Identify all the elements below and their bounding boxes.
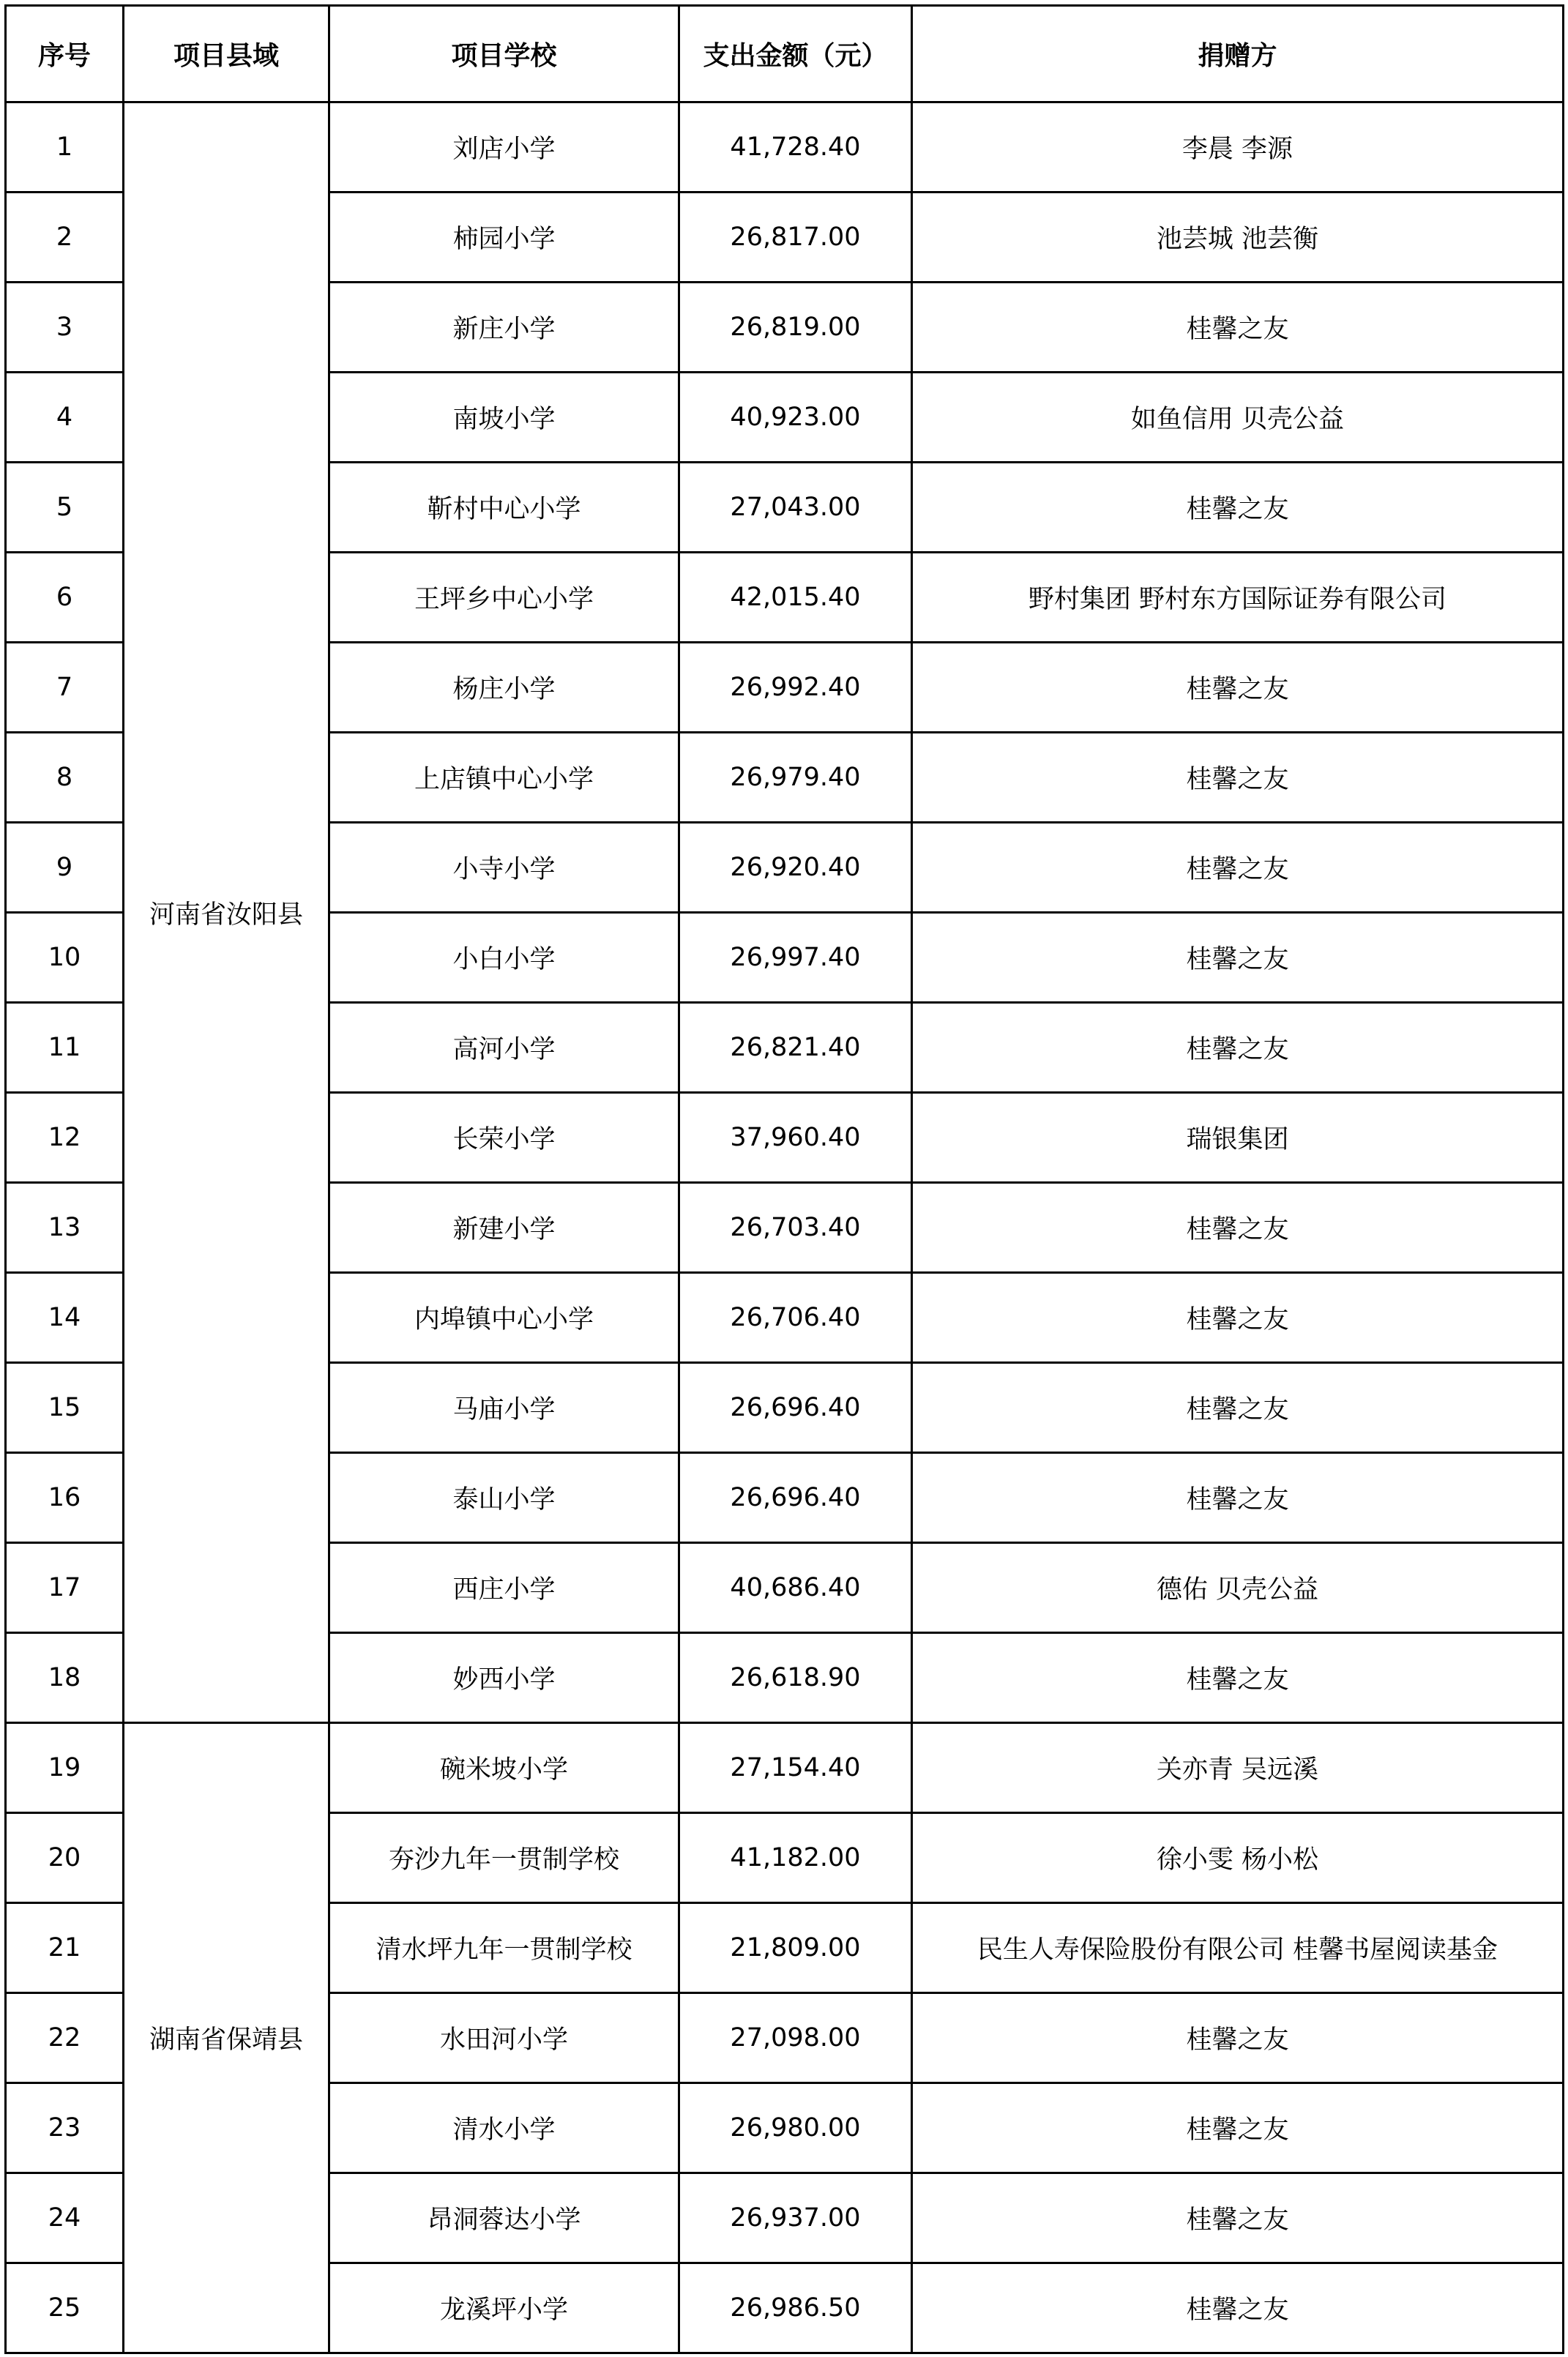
amount-value: 27,154.40 bbox=[679, 1723, 912, 1813]
amount-value: 26,920.40 bbox=[679, 823, 912, 913]
school-name: 靳村中心小学 bbox=[329, 463, 679, 553]
donor-name: 德佑 贝壳公益 bbox=[912, 1543, 1564, 1633]
row-number: 7 bbox=[6, 643, 124, 733]
school-name: 夯沙九年一贯制学校 bbox=[329, 1813, 679, 1903]
header-school: 项目学校 bbox=[329, 6, 679, 102]
school-name: 龙溪坪小学 bbox=[329, 2263, 679, 2353]
donor-name: 桂馨之友 bbox=[912, 913, 1564, 1003]
donor-name: 桂馨之友 bbox=[912, 823, 1564, 913]
row-number: 23 bbox=[6, 2083, 124, 2173]
school-name: 杨庄小学 bbox=[329, 643, 679, 733]
donor-name: 野村集团 野村东方国际证券有限公司 bbox=[912, 553, 1564, 643]
row-number: 2 bbox=[6, 193, 124, 283]
amount-value: 26,821.40 bbox=[679, 1003, 912, 1093]
school-name: 泰山小学 bbox=[329, 1453, 679, 1543]
donor-name: 桂馨之友 bbox=[912, 2083, 1564, 2173]
row-number: 3 bbox=[6, 283, 124, 373]
header-amount: 支出金额（元） bbox=[679, 6, 912, 102]
row-number: 4 bbox=[6, 373, 124, 463]
header-no: 序号 bbox=[6, 6, 124, 102]
row-number: 11 bbox=[6, 1003, 124, 1093]
school-name: 昂洞蓉达小学 bbox=[329, 2173, 679, 2263]
donor-name: 关亦青 吴远溪 bbox=[912, 1723, 1564, 1813]
header-row bbox=[6, 6, 1564, 102]
school-name: 小白小学 bbox=[329, 913, 679, 1003]
amount-value: 26,618.90 bbox=[679, 1633, 912, 1723]
row-number: 22 bbox=[6, 1993, 124, 2083]
donor-name: 池芸城 池芸衡 bbox=[912, 193, 1564, 283]
amount-value: 27,043.00 bbox=[679, 463, 912, 553]
table-container bbox=[4, 4, 1564, 2354]
amount-value: 41,182.00 bbox=[679, 1813, 912, 1903]
row-number: 20 bbox=[6, 1813, 124, 1903]
donor-name: 李晨 李源 bbox=[912, 102, 1564, 193]
header-donor: 捐赠方 bbox=[912, 6, 1564, 102]
donor-name: 桂馨之友 bbox=[912, 1363, 1564, 1453]
amount-value: 26,706.40 bbox=[679, 1273, 912, 1363]
donor-name: 桂馨之友 bbox=[912, 1633, 1564, 1723]
donor-name: 桂馨之友 bbox=[912, 2173, 1564, 2263]
amount-value: 37,960.40 bbox=[679, 1093, 912, 1183]
row-number: 25 bbox=[6, 2263, 124, 2353]
donor-name: 民生人寿保险股份有限公司 桂馨书屋阅读基金 bbox=[912, 1903, 1564, 1993]
amount-value: 41,728.40 bbox=[679, 102, 912, 193]
school-name: 清水小学 bbox=[329, 2083, 679, 2173]
school-name: 刘店小学 bbox=[329, 102, 679, 193]
donor-name: 桂馨之友 bbox=[912, 1453, 1564, 1543]
table-body bbox=[6, 102, 1564, 2353]
amount-value: 27,098.00 bbox=[679, 1993, 912, 2083]
donor-name: 桂馨之友 bbox=[912, 2263, 1564, 2353]
table-row bbox=[6, 1723, 1564, 1813]
row-number: 12 bbox=[6, 1093, 124, 1183]
school-name: 小寺小学 bbox=[329, 823, 679, 913]
donor-name: 徐小雯 杨小松 bbox=[912, 1813, 1564, 1903]
school-name: 马庙小学 bbox=[329, 1363, 679, 1453]
donor-name: 桂馨之友 bbox=[912, 1273, 1564, 1363]
row-number: 5 bbox=[6, 463, 124, 553]
amount-value: 26,980.00 bbox=[679, 2083, 912, 2173]
table-row bbox=[6, 102, 1564, 193]
amount-value: 26,696.40 bbox=[679, 1363, 912, 1453]
row-number: 16 bbox=[6, 1453, 124, 1543]
row-number: 14 bbox=[6, 1273, 124, 1363]
school-name: 王坪乡中心小学 bbox=[329, 553, 679, 643]
school-name: 柿园小学 bbox=[329, 193, 679, 283]
school-name: 西庄小学 bbox=[329, 1543, 679, 1633]
school-name: 南坡小学 bbox=[329, 373, 679, 463]
school-name: 新庄小学 bbox=[329, 283, 679, 373]
amount-value: 26,997.40 bbox=[679, 913, 912, 1003]
row-number: 10 bbox=[6, 913, 124, 1003]
school-name: 清水坪九年一贯制学校 bbox=[329, 1903, 679, 1993]
amount-value: 40,686.40 bbox=[679, 1543, 912, 1633]
amount-value: 26,937.00 bbox=[679, 2173, 912, 2263]
amount-value: 26,819.00 bbox=[679, 283, 912, 373]
amount-value: 26,696.40 bbox=[679, 1453, 912, 1543]
amount-value: 26,817.00 bbox=[679, 193, 912, 283]
school-name: 上店镇中心小学 bbox=[329, 733, 679, 823]
row-number: 1 bbox=[6, 102, 124, 193]
school-name: 长荣小学 bbox=[329, 1093, 679, 1183]
expenditure-table bbox=[4, 4, 1564, 2354]
row-number: 15 bbox=[6, 1363, 124, 1453]
county-cell: 湖南省保靖县 bbox=[124, 1723, 329, 2353]
amount-value: 26,703.40 bbox=[679, 1183, 912, 1273]
donor-name: 如鱼信用 贝壳公益 bbox=[912, 373, 1564, 463]
donor-name: 桂馨之友 bbox=[912, 643, 1564, 733]
amount-value: 26,979.40 bbox=[679, 733, 912, 823]
donor-name: 桂馨之友 bbox=[912, 1183, 1564, 1273]
donor-name: 桂馨之友 bbox=[912, 463, 1564, 553]
donor-name: 桂馨之友 bbox=[912, 283, 1564, 373]
row-number: 6 bbox=[6, 553, 124, 643]
amount-value: 21,809.00 bbox=[679, 1903, 912, 1993]
row-number: 21 bbox=[6, 1903, 124, 1993]
row-number: 19 bbox=[6, 1723, 124, 1813]
donor-name: 桂馨之友 bbox=[912, 733, 1564, 823]
school-name: 碗米坡小学 bbox=[329, 1723, 679, 1813]
county-cell: 河南省汝阳县 bbox=[124, 102, 329, 1723]
row-number: 18 bbox=[6, 1633, 124, 1723]
amount-value: 26,992.40 bbox=[679, 643, 912, 733]
donor-name: 桂馨之友 bbox=[912, 1003, 1564, 1093]
row-number: 13 bbox=[6, 1183, 124, 1273]
amount-value: 40,923.00 bbox=[679, 373, 912, 463]
donor-name: 瑞银集团 bbox=[912, 1093, 1564, 1183]
row-number: 17 bbox=[6, 1543, 124, 1633]
amount-value: 42,015.40 bbox=[679, 553, 912, 643]
school-name: 高河小学 bbox=[329, 1003, 679, 1093]
school-name: 内埠镇中心小学 bbox=[329, 1273, 679, 1363]
row-number: 9 bbox=[6, 823, 124, 913]
school-name: 妙西小学 bbox=[329, 1633, 679, 1723]
row-number: 24 bbox=[6, 2173, 124, 2263]
donor-name: 桂馨之友 bbox=[912, 1993, 1564, 2083]
header-county: 项目县域 bbox=[124, 6, 329, 102]
school-name: 水田河小学 bbox=[329, 1993, 679, 2083]
amount-value: 26,986.50 bbox=[679, 2263, 912, 2353]
row-number: 8 bbox=[6, 733, 124, 823]
school-name: 新建小学 bbox=[329, 1183, 679, 1273]
